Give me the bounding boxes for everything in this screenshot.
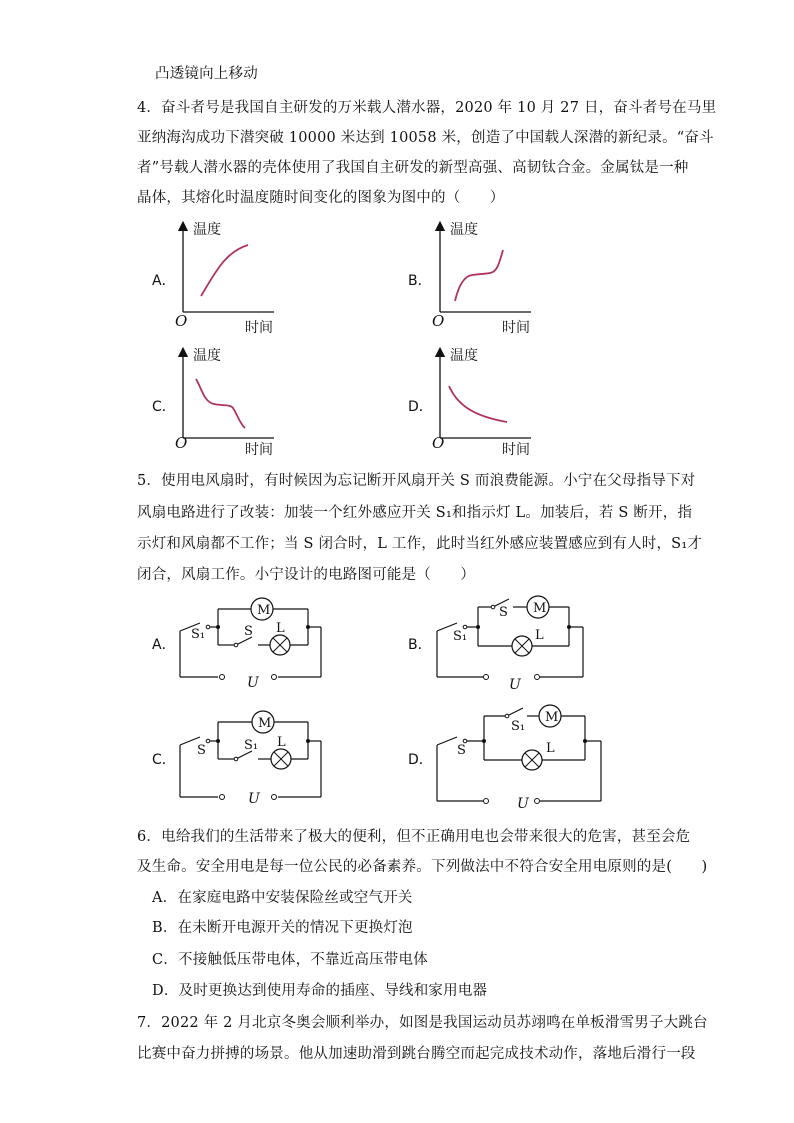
circuit-a-label[interactable]: A． xyxy=(152,637,176,653)
circuit-a xyxy=(170,590,330,695)
source-label: U xyxy=(247,675,259,691)
x-axis-label: 时间 xyxy=(245,442,273,458)
circuit-b xyxy=(427,590,587,695)
y-axis-label: 温度 xyxy=(450,348,478,364)
graph-b-label[interactable]: B． xyxy=(408,273,432,289)
graph-c xyxy=(170,344,280,464)
y-axis-label: 温度 xyxy=(450,222,478,238)
branch-switch-label: S₁ xyxy=(244,738,259,753)
main-switch-label: S₁ xyxy=(453,629,468,644)
motor-label: M xyxy=(533,601,547,616)
x-axis-label: 时间 xyxy=(502,320,530,336)
q4-line-2: 亚纳海沟成功下潜突破 10000 米达到 10058 米，创造了中国载人深潜的新纪录。“奋斗 xyxy=(137,130,714,146)
q6-line-1: 6．电给我们的生活带来了极大的便利，但不正确用电也会带来很大的危害，甚至会危 xyxy=(137,829,691,845)
source-label: U xyxy=(248,791,260,807)
circuit-c-label[interactable]: C． xyxy=(152,752,176,768)
circuit-d xyxy=(427,704,587,812)
q6-option-a[interactable]: A．在家庭电路中安装保险丝或空气开关 xyxy=(152,890,413,906)
branch-switch-label: S xyxy=(499,605,508,620)
main-switch-label: S xyxy=(457,743,466,758)
circuit-b-label[interactable]: B． xyxy=(408,637,432,653)
graph-d xyxy=(427,344,537,464)
graph-a xyxy=(170,218,280,338)
x-axis-label: 时间 xyxy=(245,320,273,336)
origin-label: O xyxy=(432,312,445,330)
q5-line-3: 示灯和风扇都不工作；当 S 闭合时，L 工作，此时当红外感应装置感应到有人时，S₁才 xyxy=(137,536,703,552)
q5-line-4: 闭合，风扇工作。小宁设计的电路图可能是（ ） xyxy=(137,567,476,583)
q4-line-3: 者”号载人潜水器的壳体使用了我国自主研发的新型高强、高韧钛合金。金属钛是一种 xyxy=(137,160,689,176)
q3-tail-text: 凸透镜向上移动 xyxy=(155,66,258,82)
q6-option-d[interactable]: D．及时更换达到使用寿命的插座、导线和家用电器 xyxy=(152,983,488,999)
lamp-label: L xyxy=(277,735,286,750)
y-axis-label: 温度 xyxy=(193,348,221,364)
origin-label: O xyxy=(175,434,188,452)
source-label: U xyxy=(517,796,529,812)
x-axis-label: 时间 xyxy=(502,442,530,458)
circuit-c xyxy=(170,704,330,809)
source-label: U xyxy=(509,677,521,693)
branch-switch-label: S₁ xyxy=(511,719,526,734)
branch-switch-label: S xyxy=(244,624,253,639)
main-switch-label: S₁ xyxy=(191,627,206,642)
curve xyxy=(196,379,245,428)
q7-line-1: 7．2022 年 2 月北京冬奥会顺利举办，如图是我国运动员苏翊鸣在单板滑雪男子大跳台 xyxy=(137,1015,708,1031)
q7-line-2: 比赛中奋力拼搏的场景。他从加速助滑到跳台腾空而起完成技术动作，落地后滑行一段 xyxy=(137,1046,696,1062)
q5-line-1: 5．使用电风扇时，有时候因为忘记断开风扇开关 S 而浪费能源。小宁在父母指导下对 xyxy=(137,473,696,489)
q4-line-1: 4．奋斗者号是我国自主研发的万米载人潜水器，2020 年 10 月 27 日，奋斗者号在马里 xyxy=(137,100,717,116)
q5-line-2: 风扇电路进行了改装：加装一个红外感应开关 S₁和指示灯 L。加装后，若 S 断开，指 xyxy=(137,505,693,521)
curve xyxy=(201,245,248,296)
graph-a-label[interactable]: A． xyxy=(152,273,176,289)
graph-d-label[interactable]: D． xyxy=(408,399,433,415)
motor-label: M xyxy=(545,710,559,725)
origin-label: O xyxy=(175,312,188,330)
y-axis-label: 温度 xyxy=(193,222,221,238)
q6-option-b[interactable]: B．在未断开电源开关的情况下更换灯泡 xyxy=(152,920,413,936)
graph-b xyxy=(427,218,537,338)
q6-line-2: 及生命。安全用电是每一位公民的必备素养。下列做法中不符合安全用电原则的是( ) xyxy=(137,859,708,875)
motor-label: M xyxy=(257,603,271,618)
curve xyxy=(455,250,503,301)
lamp-label: L xyxy=(546,741,555,756)
motor-label: M xyxy=(258,716,272,731)
graph-c-label[interactable]: C． xyxy=(152,399,176,415)
origin-label: O xyxy=(432,434,445,452)
circuit-d-label[interactable]: D． xyxy=(408,752,433,768)
curve xyxy=(449,386,507,422)
main-switch-label: S xyxy=(197,743,206,758)
lamp-label: L xyxy=(535,628,544,643)
lamp-label: L xyxy=(276,621,285,636)
q6-option-c[interactable]: C．不接触低压带电体，不靠近高压带电体 xyxy=(152,952,428,968)
q4-line-4: 晶体，其熔化时温度随时间变化的图象为图中的（ ） xyxy=(137,190,505,206)
